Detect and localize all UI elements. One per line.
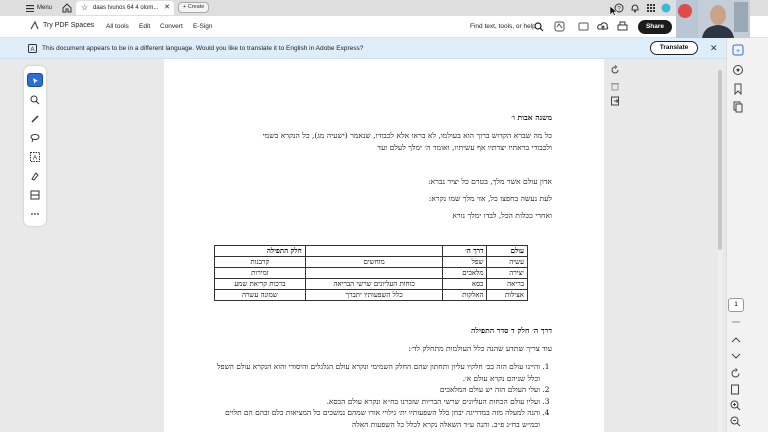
text-tool-icon[interactable]: [27, 150, 43, 164]
ai-chat-icon[interactable]: [732, 44, 744, 56]
delete-icon[interactable]: [610, 81, 620, 91]
star-icon[interactable]: ☆: [81, 3, 89, 12]
nav-edit[interactable]: Edit: [139, 23, 151, 30]
pdf-spaces-link[interactable]: [30, 21, 94, 30]
pen-tool-icon[interactable]: [27, 112, 43, 126]
table-cell: בריאה: [487, 279, 528, 290]
person-video-icon: [698, 0, 750, 38]
spaces-icon: [30, 21, 39, 30]
webcam-overlay: [676, 0, 750, 38]
table-cell: קרבנות: [215, 257, 306, 268]
translate-icon: [28, 44, 37, 53]
refresh-icon[interactable]: [730, 368, 741, 379]
extract-page-icon[interactable]: [610, 96, 620, 106]
create-label: Create: [187, 4, 205, 10]
close-tab-icon[interactable]: ✕: [164, 4, 170, 11]
table-row: [215, 279, 528, 290]
pages-icon[interactable]: [732, 101, 744, 113]
select-tool-icon[interactable]: [27, 73, 43, 87]
comment-tool-icon[interactable]: [578, 21, 589, 32]
menu-label: Menu: [37, 5, 53, 11]
stamp-tool-icon[interactable]: [27, 188, 43, 202]
zoom-tool-icon[interactable]: [27, 93, 43, 107]
zoom-in-icon[interactable]: [730, 400, 741, 411]
table-cell: ברכות קריאת שמע: [215, 279, 306, 290]
lasso-tool-icon[interactable]: [27, 131, 43, 145]
table-header-cell: דרך ה׳: [443, 246, 487, 257]
table-header-cell: עולם: [487, 246, 528, 257]
bell-icon[interactable]: [630, 3, 640, 13]
doc-paragraph-line: כל מה שברא הקדוש ברוך הוא בעולמו, לא בראו אלא לכבודו, שנאמר (ישעיה מג), כל הנקרא בשמי: [262, 131, 552, 140]
chevron-down-icon[interactable]: [731, 352, 741, 360]
nav-convert[interactable]: Convert: [160, 23, 183, 30]
table-cell: [305, 268, 443, 279]
rotate-icon[interactable]: [610, 65, 620, 75]
table-cell: האלקות: [443, 290, 487, 301]
banner-message: This document appears to be in a different language. Would you like to translate it to English in Adobe Express?: [42, 45, 364, 52]
zoom-out-icon[interactable]: [730, 416, 741, 427]
nav-all-tools[interactable]: All tools: [106, 23, 129, 30]
worlds-list: [212, 361, 552, 430]
table-cell: כלל השפעותיו יתברך: [305, 290, 443, 301]
bookmark-icon[interactable]: [732, 83, 744, 95]
create-button[interactable]: [178, 2, 209, 13]
search-icon[interactable]: [534, 22, 544, 32]
translate-button[interactable]: Translate: [650, 41, 698, 55]
svg-text:+: +: [735, 48, 741, 55]
brand-label: Try PDF Spaces: [43, 22, 95, 29]
document-tab[interactable]: [76, 1, 174, 15]
table-row: [215, 257, 528, 268]
page-divider-icon: [732, 320, 740, 324]
table-header-row: [215, 246, 528, 257]
translate-banner: [0, 38, 726, 59]
home-icon[interactable]: [62, 3, 72, 13]
mouse-cursor-icon: [610, 6, 617, 16]
table-cell: עשיה: [487, 257, 528, 268]
svg-text:?: ?: [617, 6, 621, 13]
table-header-cell: [305, 246, 443, 257]
more-tools-icon[interactable]: [27, 207, 43, 221]
assistant-icon[interactable]: [661, 3, 671, 13]
doc-adon-line: ואחרי ככלות הכל, לבדו ימלך נורא: [452, 211, 552, 220]
doc-adon-line: לעת נעשה בחפצו כל, אזי מלך שמו נקרא:: [428, 194, 552, 203]
browser-tab-bar: [0, 0, 768, 16]
table-header-cell: חלק התפילה: [215, 246, 306, 257]
svg-text:A: A: [30, 47, 35, 53]
list-item: 3. ועליו עולם הכחות העליונים שרשי הבריות שזכרנו בח״א ונקרא עולם הכסא.: [212, 396, 540, 408]
profile-avatar[interactable]: [678, 4, 692, 18]
table-row: [215, 268, 528, 279]
page-navigation: [727, 296, 745, 432]
fit-page-icon[interactable]: [730, 384, 741, 395]
table-cell: אצילות: [487, 290, 528, 301]
comment-icon[interactable]: [732, 64, 744, 76]
nav-e-sign[interactable]: E-Sign: [193, 23, 213, 30]
table-row: [215, 290, 528, 301]
table-cell: יצירה: [487, 268, 528, 279]
doc-heading: משנה אבות ו׳: [511, 113, 552, 122]
find-input[interactable]: Find text, tools, or help: [470, 23, 536, 30]
list-item: 1. והיינו עולם הזה בב׳ חלקיו עליון ותחתון שהם החלק השמימי ונקרא עולם הגלגלים והיסודי והוא הנקרא עולם השפל וכלל שניהם נקרא עולם א׳.: [212, 361, 540, 384]
section-title: דרך ה׳ חלק ד סדר התפילה: [471, 326, 552, 335]
list-item: 4. והנה למעלה מזה במדריגה יבחן כלל השפעותיו ית׳ גילויי אורו שמהם נמשכים כל המציאות כלם ובהם הם תלוים וכמ״ש בח״ג פ״ב. והנה ע״ד השאלה נקרא לכלל כל השפעות האלה: [212, 407, 540, 430]
table-cell: שפל: [443, 257, 487, 268]
apps-grid-icon[interactable]: [646, 3, 656, 13]
chevron-up-icon[interactable]: [731, 336, 741, 344]
doc-table: [214, 245, 528, 301]
doc-paragraph-line: ולכבודי בראתיו יצרתיו אף עשיתיו, ואומר ה׳ ימלך לעלם ועד: [377, 143, 552, 152]
print-icon[interactable]: [617, 21, 628, 32]
fill-sign-icon[interactable]: [27, 169, 43, 183]
left-tool-rail: [24, 66, 46, 226]
table-cell: כסא: [443, 279, 487, 290]
close-banner-icon[interactable]: ✕: [710, 43, 718, 53]
share-button[interactable]: Share: [638, 20, 672, 34]
table-cell: כוחות העליונים שרשי הבריאה: [305, 279, 443, 290]
table-cell: זמירות: [215, 268, 306, 279]
scrollbar-thumb[interactable]: [718, 70, 722, 250]
section-intro: עוד צריך שתדע שהנה כלל העולמות מתחלק לד׳:: [408, 344, 552, 353]
page-number-input[interactable]: 1: [728, 298, 744, 312]
app-toolbar: [0, 16, 768, 38]
ai-assistant-icon[interactable]: [554, 21, 565, 32]
cloud-upload-icon[interactable]: [597, 21, 609, 32]
svg-text:A: A: [32, 154, 38, 162]
table-cell: מלאכים: [443, 268, 487, 279]
plus-icon: +: [183, 4, 187, 10]
pdf-page: [164, 59, 604, 432]
table-cell: שמונה עשרה: [215, 290, 306, 301]
list-item: 2. ועלי העולם הזה יש עולם המלאכים: [212, 384, 540, 396]
table-cell: מוחשים: [305, 257, 443, 268]
menu-button[interactable]: [26, 1, 52, 15]
doc-adon-line: אדון עולם אשר מלך, בטרם כל יציר נברא:: [427, 177, 552, 186]
page-side-tools: [608, 62, 622, 112]
document-tab-title: daas tvunos 64 4 olom...: [93, 5, 159, 11]
hamburger-icon: [26, 5, 34, 12]
